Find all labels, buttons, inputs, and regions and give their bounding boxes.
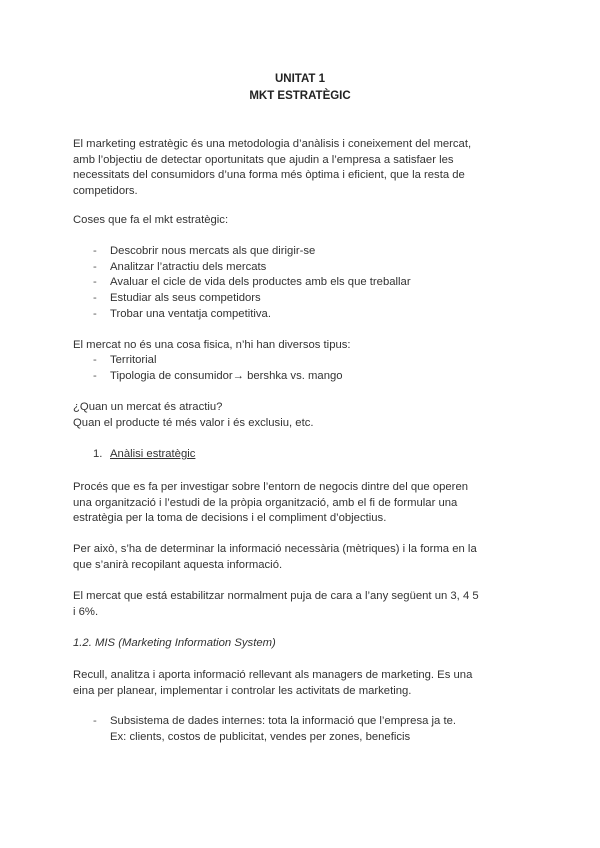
- list-item: - Descobrir nous mercats als que dirigir-se: [93, 244, 411, 260]
- text-line: eina per planear, implementar i controlar les activitats de marketing.: [73, 684, 412, 697]
- section-title: Anàlisi estratègic: [110, 448, 196, 460]
- bullet-dash: -: [93, 292, 97, 305]
- coses-list: [93, 244, 411, 322]
- text-line: estratègia per la toma de decisions i el compliment d’objectius.: [73, 512, 387, 525]
- per-aixo-paragraph: [73, 542, 543, 573]
- text-line: Recull, analitza i aporta informació rellevant als managers de marketing. Es una: [73, 669, 473, 681]
- list-item: - Estudiar als seus competidors: [93, 291, 411, 307]
- list-item: - Analitzar l’atractiu dels mercats: [93, 260, 411, 276]
- mercat-estable-paragraph: [73, 589, 543, 620]
- text-line: que s’anirà recopilant aquesta informació.: [73, 558, 283, 571]
- bullet-dash: -: [93, 369, 97, 382]
- text-line: amb l’objectiu de detectar oportunitats que ajudin a l’empresa a satisfaer les: [73, 153, 454, 166]
- bullet-dash: -: [93, 260, 97, 273]
- mercat-heading: El mercat no és una cosa fisica, n’hi han diversos tipus:: [73, 339, 351, 351]
- text-line: una organització i l’estudi de la pròpia organització, amb el fi de formular una: [73, 496, 458, 509]
- mercat-list: [93, 353, 343, 384]
- text-line: El mercat que está estabilitzar normalment puja de cara a l’any següent un 3, 4 5: [73, 590, 479, 602]
- section-number: 1.: [93, 448, 103, 460]
- bullet-dash: -: [93, 354, 97, 366]
- question-block: [73, 400, 543, 431]
- title-line-1: UNITAT 1: [274, 73, 326, 85]
- list-item: - Tipologia de consumidor→ bershka vs. mango: [93, 369, 343, 385]
- bullet-dash: -: [93, 276, 97, 289]
- list-item: - Avaluar el cicle de vida dels productes amb els que treballar: [93, 275, 411, 291]
- section-1-heading: [93, 447, 195, 463]
- text-line: necessitats del consumidors d’una forma més òptima i eficient, que la resta de: [73, 169, 465, 182]
- list-item: - Trobar una ventatja competitiva.: [93, 307, 411, 323]
- bullet-dash: -: [93, 715, 97, 727]
- mis-list: [93, 714, 456, 745]
- bullet-dash: -: [93, 307, 97, 320]
- section-1-2-heading: 1.2. MIS (Marketing Information System): [73, 637, 276, 649]
- intro-paragraph: [73, 137, 543, 200]
- text-line: competidors.: [73, 185, 138, 198]
- list-item: - Territorial: [93, 353, 343, 369]
- bullet-dash: -: [93, 245, 97, 257]
- list-item: - Subsistema de dades internes: tota la informació que l’empresa ja te.: [93, 714, 456, 730]
- text-line: i 6%.: [73, 605, 99, 618]
- text-line: Procés que es fa per investigar sobre l’entorn de negocis dintre del que operen: [73, 481, 469, 493]
- coses-heading: Coses que fa el mkt estratègic:: [73, 214, 229, 226]
- answer: Quan el producte té més valor i és exclusiu, etc.: [73, 416, 314, 429]
- question: ¿Quan un mercat és atractiu?: [73, 401, 223, 413]
- recull-paragraph: [73, 668, 543, 699]
- list-item-continuation: Ex: clients, costos de publicitat, vendes per zones, beneficis: [110, 730, 411, 743]
- proces-paragraph: [73, 480, 543, 527]
- title-line-2: MKT ESTRATÈGIC: [249, 90, 351, 102]
- text-line: Per això, s’ha de determinar la informació necessària (mètriques) i la forma en la: [73, 543, 477, 555]
- text-line: El marketing estratègic és una metodologia d’anàlisis i coneixement del mercat,: [73, 138, 472, 150]
